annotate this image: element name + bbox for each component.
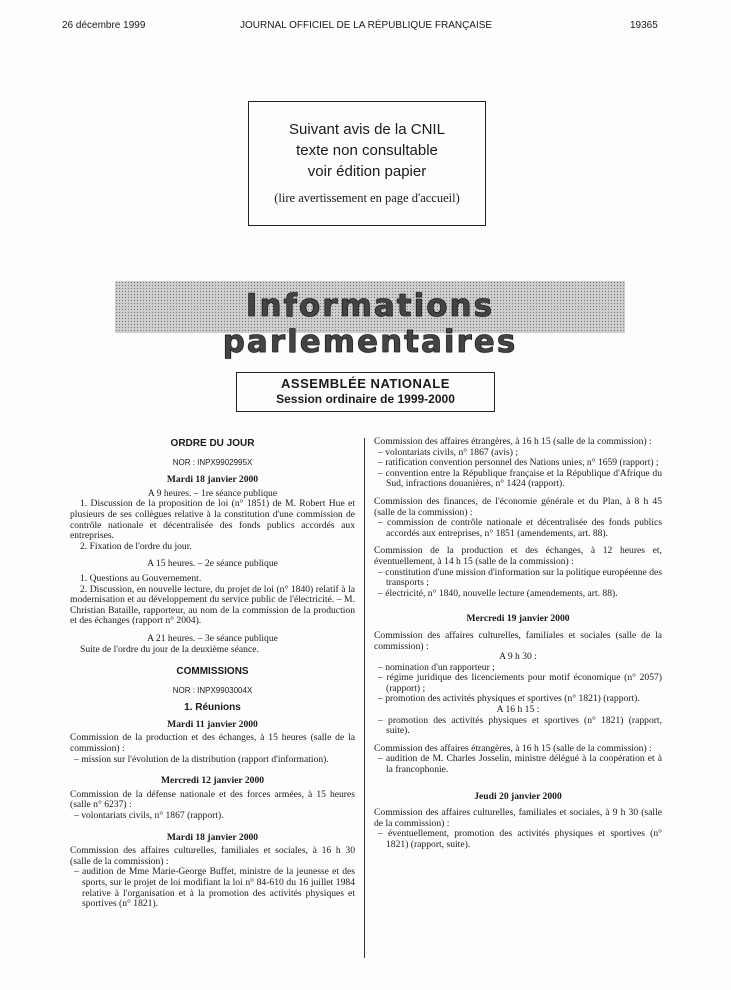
commission-heading: Commission de la production et des échanges, à 15 heures (salle de la commission) : xyxy=(70,732,355,755)
commission-heading: Commission des finances, de l'économie générale et du Plan, à 8 h 45 (salle de la commission) : xyxy=(374,495,662,518)
section-banner xyxy=(115,281,625,360)
commission-heading: Commission de la production et des échanges, à 12 heures et, éventuellement, à 14 h 15 (salle de la commission) : xyxy=(374,545,662,567)
header-page-number: 19365 xyxy=(630,20,658,31)
agenda-item: – promotion des activités physiques et sportives (n° 1821) (rapport, suite). xyxy=(378,714,662,737)
agenda-item: – commission de contrôle nationale et décentralisée des fonds publics accordés aux entreprises, n° 1851 (amendements, art. 88). xyxy=(378,517,662,539)
agenda-item: 2. Fixation de l'ordre du jour. xyxy=(80,540,192,552)
sitting-time: A 9 heures. – 1re séance publique xyxy=(147,487,278,499)
date-heading: Mardi 11 janvier 2000 xyxy=(167,718,258,730)
date-heading: Jeudi 20 janvier 2000 xyxy=(474,790,562,802)
left-column xyxy=(70,437,355,910)
assembly-title: ASSEMBLÉE NATIONALE xyxy=(281,376,450,391)
agenda-item: – volontariats civils, n° 1867 (rapport). xyxy=(74,810,224,822)
order-of-day-nor: NOR : INPX9902995X xyxy=(172,457,253,467)
agenda-item: Suite de l'ordre du jour de la deuxième séance. xyxy=(80,643,259,655)
agenda-item: 2. Discussion, en nouvelle lecture, du projet de loi (n° 1840) relatif à la modernisation et au développement du service public de l'électricité. – M. Christian Bataille, rapporteur, au nom de la commission de la production et des échanges (rapport n° 2004). xyxy=(70,583,355,627)
commissions-nor: NOR : INPX9903004X xyxy=(172,685,253,695)
cnil-notice-box xyxy=(248,101,486,226)
commission-heading: Commission des affaires étrangères, à 16 h 15 (salle de la commission) : xyxy=(374,436,652,447)
meetings-heading: 1. Réunions xyxy=(184,702,241,714)
header-journal: JOURNAL OFFICIEL DE LA RÉPUBLIQUE FRANÇAISE xyxy=(240,20,493,31)
commission-heading: Commission des affaires culturelles, familiales et sociales, à 16 h 30 (salle de la commission) : xyxy=(70,845,355,867)
right-column xyxy=(374,437,662,851)
sitting-time: A 21 heures. – 3e séance publique xyxy=(147,632,278,644)
cnil-note: (lire avertissement en page d'accueil) xyxy=(274,191,460,205)
agenda-item: – mission sur l'évolution de la distribution (rapport d'information). xyxy=(74,753,329,765)
cnil-line-1: Suivant avis de la CNIL xyxy=(289,121,445,138)
column-divider xyxy=(364,438,365,958)
assembly-session: Session ordinaire de 1999-2000 xyxy=(276,392,455,406)
agenda-item: – audition de Mme Marie-George Buffet, ministre de la jeunesse et des sports, sur le projet de loi modifiant la loi n° 84-610 du 16 juillet 1984 relative à l'organisation et à la promotion des activités physiques et sportives (n° 1821). xyxy=(74,866,355,910)
agenda-item: – convention entre la République française et la République d'Afrique du Sud, infractions douanières, n° 1424 (rapport). xyxy=(378,467,662,490)
date-heading: Mercredi 19 janvier 2000 xyxy=(466,613,570,625)
agenda-item: – ratification convention personnel des Nations unies, n° 1659 (rapport) ; xyxy=(378,457,659,469)
commission-heading: Commission des affaires culturelles, familiales et sociales, à 9 h 30 (salle de la commission) : xyxy=(374,807,662,829)
banner-title: Informations parlementaires xyxy=(222,288,518,360)
agenda-item: 1. Questions au Gouvernement. xyxy=(80,572,202,584)
agenda-item: 1. Discussion de la proposition de loi (n° 1851) de M. Robert Hue et plusieurs de ses collègues relative à la constitution d'une commission de contrôle nationale et décentralisée des fonds publics accordés aux entreprises. xyxy=(70,498,355,542)
cnil-line-2: texte non consultable xyxy=(296,142,438,159)
agenda-item: – volontariats civils, n° 1867 (avis) ; xyxy=(378,446,518,458)
agenda-item: – promotion des activités physiques et sportives (n° 1821) (rapport). xyxy=(378,693,640,705)
agenda-item: – éventuellement, promotion des activités physiques et sportives (n° 1821) (rapport, suite). xyxy=(378,828,662,850)
date-heading: Mardi 18 janvier 2000 xyxy=(166,831,259,843)
agenda-item: – régime juridique des licenciements pour motif économique (n° 2057) (rapport) ; xyxy=(378,672,662,694)
header-date: 26 décembre 1999 xyxy=(62,20,146,31)
commissions-title: COMMISSIONS xyxy=(176,666,249,678)
agenda-item: – constitution d'une mission d'information sur la politique européenne des transports ; xyxy=(378,566,662,589)
agenda-item: – électricité, n° 1840, nouvelle lecture (amendements, art. 88). xyxy=(378,587,618,599)
sitting-time: A 15 heures. – 2e séance publique xyxy=(147,558,278,570)
assembly-box xyxy=(236,372,495,412)
date-heading: Mercredi 12 janvier 2000 xyxy=(160,775,265,787)
sitting-time: A 9 h 30 : xyxy=(499,651,537,663)
sitting-time: A 16 h 15 : xyxy=(496,704,540,716)
order-of-day-title: ORDRE DU JOUR xyxy=(170,438,255,449)
commission-heading: Commission des affaires étrangères, à 16 h 15 (salle de la commission) : xyxy=(374,742,652,754)
commission-heading: Commission des affaires culturelles, familiales et sociales (salle de la commission) : xyxy=(374,629,662,652)
cnil-line-3: voir édition papier xyxy=(307,163,427,180)
agenda-item: – nomination d'un rapporteur ; xyxy=(378,661,495,673)
commission-heading: Commission de la défense nationale et des forces armées, à 15 heures (salle n° 6237) : xyxy=(70,788,355,811)
agenda-item: – audition de M. Charles Josselin, ministre délégué à la coopération et à la francophonie. xyxy=(378,753,662,776)
date-heading: Mardi 18 janvier 2000 xyxy=(166,474,259,486)
